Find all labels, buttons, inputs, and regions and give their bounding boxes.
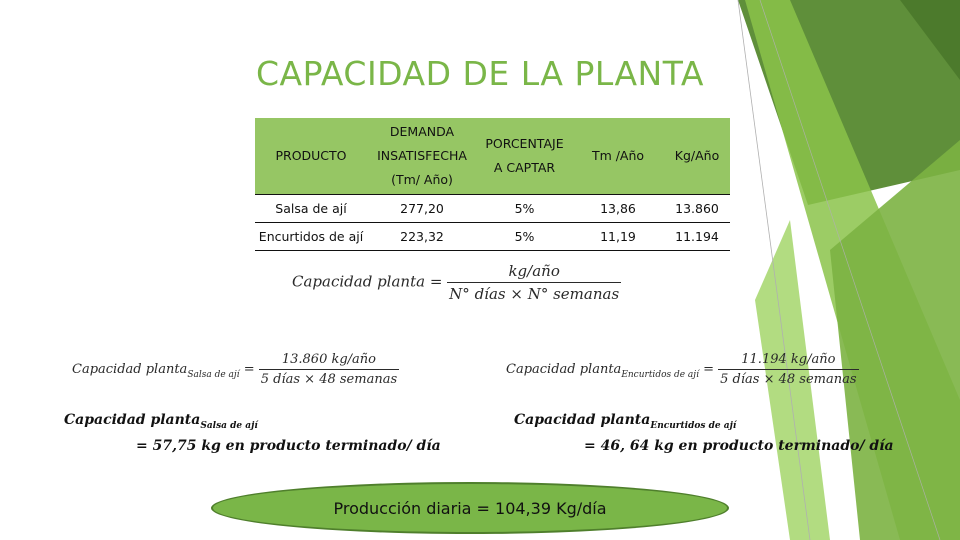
general-formula-lhs: Capacidad planta =: [292, 272, 443, 291]
header-porcentaje-line2: A CAPTAR: [493, 160, 556, 175]
encurtidos-result-value: = 46, 64 kg en producto terminado/ día: [584, 438, 894, 454]
encurtidos-formula-lhs: Capacidad planta: [506, 362, 622, 377]
salsa-result: [64, 410, 441, 456]
general-formula: [292, 262, 621, 303]
header-demanda-line2: INSATISFECHA: [377, 148, 467, 163]
salsa-formula-numerator: 13.860 kg/año: [259, 352, 399, 370]
cell-porcentaje: 5%: [477, 223, 572, 251]
header-tm-ano: Tm /Año: [572, 118, 664, 195]
salsa-formula-denominator: 5 días × 48 semanas: [260, 372, 398, 387]
capacity-table: [255, 118, 730, 251]
encurtidos-formula-equals: =: [703, 362, 715, 377]
header-demanda-line1: DEMANDA: [389, 124, 455, 139]
encurtidos-formula-fraction: [718, 352, 858, 387]
header-demanda: [367, 118, 477, 195]
cell-kg: 13.860: [664, 195, 730, 223]
header-demanda-line3: (Tm/ Año): [391, 172, 453, 187]
general-formula-numerator: kg/año: [447, 262, 621, 283]
salsa-result-subscript: Salsa de ají: [200, 421, 258, 431]
cell-producto: Salsa de ají: [255, 195, 367, 223]
salsa-formula-equals: =: [243, 362, 255, 377]
encurtidos-formula-subscript: Encurtidos de ají: [621, 370, 699, 380]
general-formula-fraction: [447, 262, 621, 303]
header-porcentaje-line1: PORCENTAJE: [485, 136, 564, 151]
cell-kg: 11.194: [664, 223, 730, 251]
salsa-result-value: = 57,75 kg en producto terminado/ día: [136, 438, 441, 454]
cell-tm: 11,19: [572, 223, 664, 251]
cell-tm: 13,86: [572, 195, 664, 223]
header-porcentaje: [477, 118, 572, 195]
daily-production-badge: [211, 482, 729, 534]
encurtidos-result-lhs: Capacidad planta: [514, 412, 651, 428]
encurtidos-result-subscript: Encurtidos de ají: [650, 421, 737, 431]
cell-demanda: 277,20: [367, 195, 477, 223]
cell-demanda: 223,32: [367, 223, 477, 251]
header-producto: PRODUCTO: [255, 118, 367, 195]
general-formula-denominator: N° días × N° semanas: [449, 285, 620, 303]
salsa-formula-subscript: Salsa de ají: [187, 370, 240, 380]
salsa-formula-lhs: Capacidad planta: [72, 362, 188, 377]
encurtidos-formula-denominator: 5 días × 48 semanas: [720, 372, 857, 387]
table-row: [255, 223, 730, 251]
daily-production-text: Producción diaria = 104,39 Kg/día: [333, 498, 607, 518]
table-header-row: [255, 118, 730, 195]
slide-title: CAPACIDAD DE LA PLANTA: [256, 54, 704, 93]
salsa-result-lhs: Capacidad planta: [64, 412, 201, 428]
encurtidos-result: [514, 410, 894, 456]
table-row: [255, 195, 730, 223]
salsa-formula-fraction: [259, 352, 399, 387]
encurtidos-formula-numerator: 11.194 kg/año: [718, 352, 858, 370]
cell-porcentaje: 5%: [477, 195, 572, 223]
salsa-formula: [72, 352, 399, 387]
header-kg-ano: Kg/Año: [664, 118, 730, 195]
cell-producto: Encurtidos de ají: [255, 223, 367, 251]
encurtidos-formula: [506, 352, 859, 387]
